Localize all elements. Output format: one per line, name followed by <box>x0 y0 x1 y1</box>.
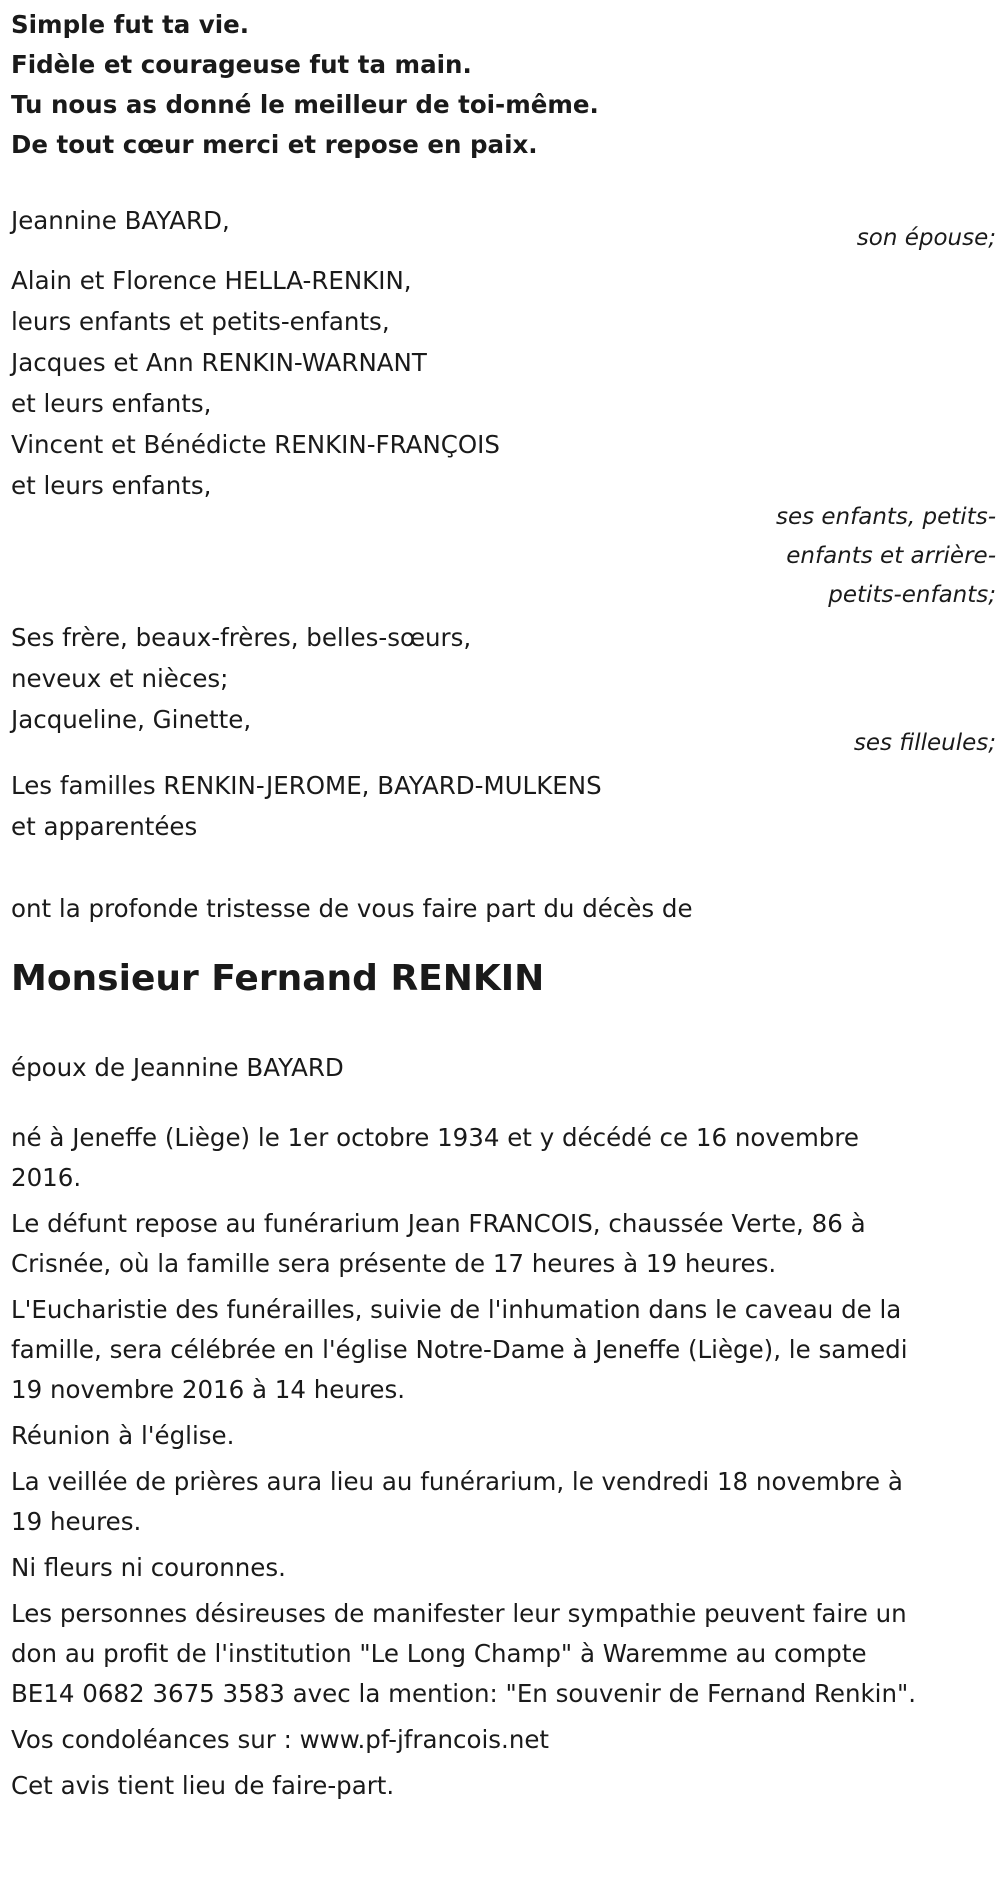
detail-line: La veillée de prières aura lieu au funérarium, le vendredi 18 novembre à <box>11 1467 903 1496</box>
obituary-content <box>11 0 996 1806</box>
families-line: et apparentées <box>11 812 198 841</box>
siblings-list <box>11 617 996 740</box>
detail-line: né à Jeneffe (Liège) le 1er octobre 1934 et y décédé ce 16 novembre <box>11 1123 859 1152</box>
spouse-line: époux de Jeannine BAYARD <box>11 1053 344 1082</box>
children-role-line: enfants et arrière- <box>786 543 996 569</box>
details <box>11 1118 996 1806</box>
children-line: Jacques et Ann RENKIN-WARNANT <box>11 348 427 377</box>
children-line: et leurs enfants, <box>11 389 212 418</box>
detail-condolences <box>11 1720 996 1760</box>
children-role-line: petits-enfants; <box>828 582 996 608</box>
detail-line: Crisnée, où la famille sera présente de 17 heures à 19 heures. <box>11 1249 777 1278</box>
detail-line: Le défunt repose au funérarium Jean FRANCOIS, chaussée Verte, 86 à <box>11 1209 866 1238</box>
children-line: et leurs enfants, <box>11 471 212 500</box>
siblings-line: Jacqueline, Ginette, <box>11 705 252 734</box>
detail-funeral-home <box>11 1204 996 1284</box>
children-line: leurs enfants et petits-enfants, <box>11 307 390 336</box>
children-list <box>11 260 996 506</box>
detail-line: Cet avis tient lieu de faire-part. <box>11 1771 395 1800</box>
poem-line: Fidèle et courageuse fut ta main. <box>11 50 472 79</box>
detail-line: don au profit de l'institution "Le Long Champ" à Waremme au compte <box>11 1639 867 1668</box>
poem-line: Tu nous as donné le meilleur de toi-même. <box>11 90 599 119</box>
announcement: ont la profonde tristesse de vous faire part du décès de <box>11 894 693 923</box>
detail-line: Ni fleurs ni couronnes. <box>11 1553 286 1582</box>
poem <box>11 10 996 160</box>
detail-line: 2016. <box>11 1163 82 1192</box>
siblings-line: Ses frère, beaux-frères, belles-sœurs, <box>11 623 472 652</box>
detail-no-flowers <box>11 1548 996 1588</box>
detail-eucharist <box>11 1290 996 1410</box>
children-row <box>11 260 996 615</box>
detail-line: L'Eucharistie des funérailles, suivie de l'inhumation dans le caveau de la <box>11 1295 902 1324</box>
children-line: Vincent et Bénédicte RENKIN-FRANÇOIS <box>11 430 500 459</box>
detail-line: Les personnes désireuses de manifester leur sympathie peuvent faire un <box>11 1599 907 1628</box>
children-role <box>11 498 996 615</box>
siblings-line: neveux et nièces; <box>11 664 229 693</box>
detail-line: Vos condoléances sur : www.pf-jfrancois.net <box>11 1725 550 1754</box>
spouse-role: son épouse; <box>856 225 996 251</box>
detail-birth-death <box>11 1118 996 1198</box>
spouse-row <box>11 200 996 258</box>
detail-line: 19 heures. <box>11 1507 142 1536</box>
detail-notice <box>11 1766 996 1806</box>
detail-line: famille, sera célébrée en l'église Notre-Dame à Jeneffe (Liège), le samedi <box>11 1335 908 1364</box>
families-list <box>11 765 996 847</box>
poem-line: De tout cœur merci et repose en paix. <box>11 130 538 159</box>
goddaughters-role: ses filleules; <box>853 730 996 756</box>
spouse-name: Jeannine BAYARD, <box>11 206 230 235</box>
detail-donation <box>11 1594 996 1714</box>
detail-line: BE14 0682 3675 3583 avec la mention: "En souvenir de Fernand Renkin". <box>11 1679 917 1708</box>
families-line: Les familles RENKIN-JEROME, BAYARD-MULKENS <box>11 771 602 800</box>
poem-line: Simple fut ta vie. <box>11 10 250 39</box>
children-role-line: ses enfants, petits- <box>775 504 996 530</box>
siblings-row <box>11 617 996 763</box>
detail-line: Réunion à l'église. <box>11 1421 235 1450</box>
detail-line: 19 novembre 2016 à 14 heures. <box>11 1375 406 1404</box>
detail-meeting <box>11 1416 996 1456</box>
children-line: Alain et Florence HELLA-RENKIN, <box>11 266 412 295</box>
detail-vigil <box>11 1462 996 1542</box>
deceased-name: Monsieur Fernand RENKIN <box>11 958 545 999</box>
